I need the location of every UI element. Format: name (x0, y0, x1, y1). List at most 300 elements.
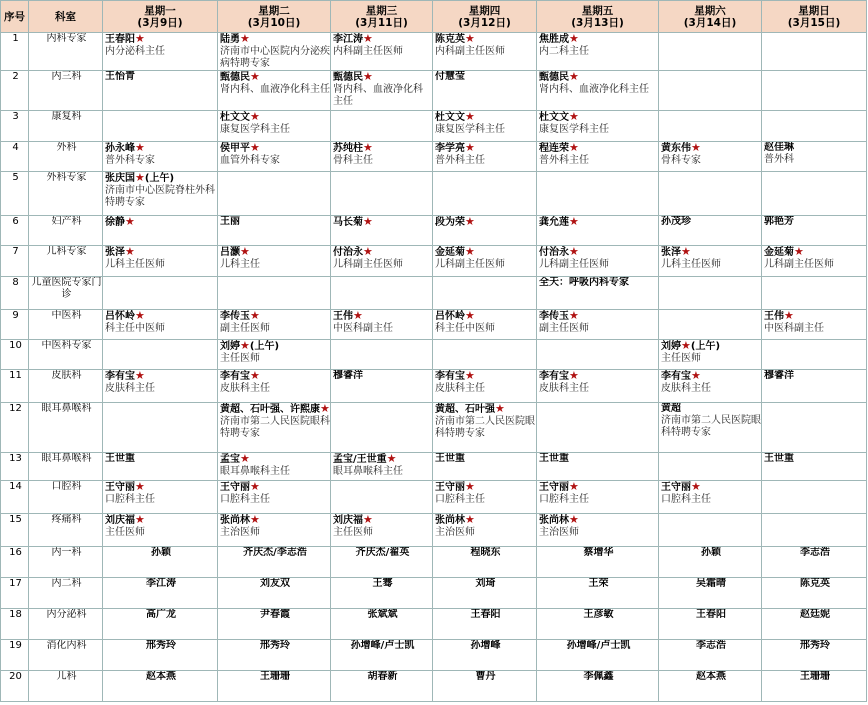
schedule-cell (659, 370, 762, 403)
doctor-title: 眼耳鼻喉科主任 (333, 466, 403, 477)
doctor-name: 王世重 (539, 453, 569, 464)
schedule-cell (762, 33, 867, 71)
doctor-line (220, 514, 330, 527)
doctor-line (435, 33, 536, 46)
doctor-name: 王守丽 (435, 482, 465, 493)
doctor-name: 苏纯柱 (333, 143, 363, 154)
doctor-title: 主治医师 (220, 527, 260, 538)
schedule-cell (433, 514, 537, 547)
schedule-cell (762, 340, 867, 370)
session-note: (上午) (690, 341, 721, 352)
schedule-cell (659, 403, 762, 453)
doctor-name: 孟宝 (220, 454, 240, 465)
doctor-title: 肾内科、血液净化科主任 (220, 84, 330, 95)
doctor-line (105, 453, 217, 465)
col-header-day (331, 1, 433, 33)
doctor-name: 甄德民 (539, 72, 569, 83)
doctor-title: 口腔科主任 (539, 494, 589, 505)
department-cell: 内二科 (29, 578, 103, 609)
doctor-name: 蔡增华 (537, 547, 659, 578)
doctor-line (661, 403, 761, 415)
schedule-cell (659, 71, 762, 111)
schedule-cell (537, 33, 659, 71)
day-date: (3月9日) (137, 16, 183, 29)
doctor-name: 王怡青 (105, 71, 135, 82)
doctor-name: 穆睿洋 (764, 370, 794, 381)
doctor-name: 龚允莲 (539, 217, 569, 228)
schedule-cell (537, 403, 659, 453)
doctor-name: 王世重 (105, 453, 135, 464)
star-icon: ★ (250, 480, 260, 493)
doctor-name: 吕怀岭 (435, 311, 465, 322)
col-header-day (537, 1, 659, 33)
doctor-line (764, 142, 866, 154)
doctor-name: 赵佳琳 (764, 142, 794, 153)
doctor-name: 孙增峰 (433, 640, 537, 671)
schedule-cell (537, 71, 659, 111)
row-number: 1 (1, 33, 29, 71)
doctor-name: 曹丹 (433, 671, 537, 702)
schedule-cell (433, 142, 537, 172)
doctor-name: 黄超、石叶强、许熙康 (220, 404, 320, 415)
schedule-cell (659, 246, 762, 277)
row-number: 3 (1, 111, 29, 142)
doctor-name: 孙永峰 (105, 143, 135, 154)
schedule-cell (762, 514, 867, 547)
doctor-name: 王丽 (220, 216, 240, 227)
department-cell: 儿科 (29, 671, 103, 702)
doctor-title: 皮肤科主任 (539, 383, 589, 394)
doctor-line (105, 310, 217, 323)
doctor-line (539, 216, 658, 229)
doctor-name: 陆勇 (220, 34, 240, 45)
row-number: 4 (1, 142, 29, 172)
doctor-line (764, 246, 866, 259)
doctor-line (435, 514, 536, 527)
schedule-cell (762, 310, 867, 340)
doctor-line (661, 142, 761, 155)
doctor-name: 王伟 (333, 311, 353, 322)
doctor-title: 普外科主任 (435, 155, 485, 166)
doctor-line (333, 33, 432, 46)
star-icon: ★ (363, 245, 373, 258)
star-icon: ★ (465, 309, 475, 322)
star-icon: ★ (135, 141, 145, 154)
doctor-name: 张尚林 (435, 515, 465, 526)
doctor-name: 付治永 (539, 247, 569, 258)
table-row (1, 172, 867, 216)
star-icon: ★ (125, 215, 135, 228)
star-icon: ★ (135, 32, 145, 45)
doctor-name: 陈克英 (762, 578, 867, 609)
doctor-title: 中医科副主任 (764, 323, 824, 334)
doctor-title: 儿科副主任医师 (539, 259, 609, 270)
doctor-line (435, 310, 536, 323)
schedule-cell (659, 453, 762, 481)
doctor-name: 李有宝 (435, 371, 465, 382)
doctor-name: 赵廷妮 (762, 609, 867, 640)
schedule-cell (433, 277, 537, 310)
table-row (1, 71, 867, 111)
schedule-cell (103, 453, 218, 481)
doctor-line (220, 453, 330, 466)
doctor-name: 王彦敏 (537, 609, 659, 640)
star-icon: ★ (465, 141, 475, 154)
table-row (1, 277, 867, 310)
star-icon: ★ (465, 480, 475, 493)
schedule-cell (218, 277, 331, 310)
doctor-name: 李有宝 (220, 371, 250, 382)
schedule-cell (331, 33, 433, 71)
doctor-name: 王珊珊 (762, 671, 867, 702)
doctor-title: 口腔科主任 (661, 494, 711, 505)
doctor-line (220, 340, 330, 353)
doctor-line (333, 514, 432, 527)
doctor-line (539, 370, 658, 383)
day-date: (3月13日) (571, 16, 624, 29)
schedule-cell (659, 142, 762, 172)
star-icon: ★ (250, 141, 260, 154)
doctor-name: 齐庆杰/李志浩 (218, 547, 331, 578)
doctor-name: 孙增峰/卢士凯 (537, 640, 659, 671)
doctor-name: 焦胜成 (539, 34, 569, 45)
doctor-title: 普外科 (764, 154, 794, 165)
star-icon: ★ (569, 141, 579, 154)
star-icon: ★ (250, 309, 260, 322)
doctor-name: 王守丽 (661, 482, 691, 493)
doctor-title: 内二科主任 (539, 46, 589, 57)
star-icon: ★ (135, 480, 145, 493)
doctor-name: 孙增峰/卢士凯 (331, 640, 433, 671)
doctor-name: 吕怀岭 (105, 311, 135, 322)
star-icon: ★ (240, 32, 250, 45)
doctor-title: 肾内科、血液净化科主任 (539, 84, 649, 95)
schedule-cell (331, 246, 433, 277)
schedule-cell (103, 33, 218, 71)
schedule-cell (659, 340, 762, 370)
star-icon: ★ (250, 369, 260, 382)
department-cell: 外科专家 (29, 172, 103, 216)
doctor-line (105, 33, 217, 46)
doctor-line (333, 142, 432, 155)
star-icon: ★ (465, 32, 475, 45)
row-number: 12 (1, 403, 29, 453)
doctor-line (435, 216, 536, 229)
doctor-name: 金延菊 (764, 247, 794, 258)
star-icon: ★ (363, 141, 373, 154)
doctor-line (539, 142, 658, 155)
doctor-title: 主任医师 (105, 527, 145, 538)
doctor-line (105, 246, 217, 259)
doctor-title: 科主任中医师 (435, 323, 495, 334)
schedule-cell (762, 216, 867, 246)
doctor-line (220, 370, 330, 383)
doctor-name: 赵本燕 (103, 671, 218, 702)
row-number: 6 (1, 216, 29, 246)
doctor-line (539, 246, 658, 259)
schedule-cell (218, 172, 331, 216)
row-number: 11 (1, 370, 29, 403)
star-icon: ★ (569, 32, 579, 45)
star-icon: ★ (569, 110, 579, 123)
table-row (1, 609, 867, 640)
doctor-name: 杜文文 (435, 112, 465, 123)
schedule-cell (331, 111, 433, 142)
doctor-line (764, 370, 866, 382)
table-row (1, 640, 867, 671)
department-cell: 眼耳鼻喉科 (29, 453, 103, 481)
schedule-cell (331, 216, 433, 246)
doctor-name: 王守丽 (539, 482, 569, 493)
doctor-name: 孙颖 (659, 547, 762, 578)
schedule-cell (218, 71, 331, 111)
schedule-cell (537, 142, 659, 172)
doctor-title: 济南市第二人民医院眼科特聘专家 (435, 416, 535, 439)
col-header-day (218, 1, 331, 33)
schedule-cell (433, 481, 537, 514)
doctor-name: 程连荣 (539, 143, 569, 154)
star-icon: ★ (691, 141, 701, 154)
doctor-line (661, 246, 761, 259)
doctor-line (435, 246, 536, 259)
doctor-line (661, 370, 761, 383)
doctor-name: 王世重 (435, 453, 465, 464)
doctor-name: 李有宝 (661, 371, 691, 382)
schedule-cell (433, 71, 537, 111)
schedule-cell (433, 453, 537, 481)
doctor-name: 刘琦 (433, 578, 537, 609)
schedule-cell (537, 340, 659, 370)
star-icon: ★ (681, 245, 691, 258)
schedule-cell (103, 111, 218, 142)
day-date: (3月11日) (355, 16, 408, 29)
header-row (1, 1, 867, 33)
schedule-cell (331, 340, 433, 370)
doctor-line (435, 453, 536, 465)
day-name: 星期日 (798, 4, 830, 17)
star-icon: ★ (794, 245, 804, 258)
doctor-name: 张尚林 (539, 515, 569, 526)
schedule-cell (659, 172, 762, 216)
star-icon: ★ (240, 339, 250, 352)
col-header-day (103, 1, 218, 33)
doctor-title: 眼耳鼻喉科主任 (220, 466, 290, 477)
schedule-cell (659, 216, 762, 246)
star-icon: ★ (320, 402, 330, 415)
schedule-cell (331, 481, 433, 514)
doctor-line (539, 33, 658, 46)
day-date: (3月10日) (247, 16, 301, 29)
table-row (1, 216, 867, 246)
star-icon: ★ (495, 402, 505, 415)
table-row (1, 453, 867, 481)
doctor-name: 付慧莹 (435, 71, 465, 82)
schedule-cell (103, 71, 218, 111)
schedule-cell (659, 33, 762, 71)
doctor-name: 甄德民 (220, 72, 250, 83)
doctor-name: 黄东伟 (661, 143, 691, 154)
star-icon: ★ (135, 513, 145, 526)
schedule-cell (762, 370, 867, 403)
schedule-cell (218, 340, 331, 370)
col-header-day (659, 1, 762, 33)
star-icon: ★ (135, 369, 145, 382)
schedule-cell (218, 370, 331, 403)
doctor-line (105, 481, 217, 494)
doctor-title: 皮肤科主任 (661, 383, 711, 394)
doctor-name: 高广龙 (103, 609, 218, 640)
col-header-dept: 科室 (29, 1, 103, 33)
doctor-name: 侯甲平 (220, 143, 250, 154)
schedule-cell (433, 33, 537, 71)
doctor-name: 黄超、石叶强 (435, 404, 495, 415)
department-cell: 内三科 (29, 71, 103, 111)
col-header-num: 序号 (1, 1, 29, 33)
row-number: 18 (1, 609, 29, 640)
doctor-line (333, 246, 432, 259)
doctor-title: 济南市中心医院脊柱外科特聘专家 (105, 185, 215, 208)
day-name: 星期二 (258, 4, 290, 17)
schedule-cell (659, 277, 762, 310)
doctor-line (539, 514, 658, 527)
doctor-title: 内科副主任医师 (333, 46, 403, 57)
schedule-cell (331, 310, 433, 340)
doctor-title: 主任医师 (220, 353, 260, 364)
star-icon: ★ (250, 70, 260, 83)
doctor-line (220, 403, 330, 416)
schedule-cell (103, 216, 218, 246)
schedule-cell (218, 403, 331, 453)
doctor-title: 儿科副主任医师 (333, 259, 403, 270)
department-cell: 内分泌科 (29, 609, 103, 640)
doctor-title: 济南市第二人民医院眼科特聘专家 (220, 416, 330, 439)
doctor-line (105, 71, 217, 83)
star-icon: ★ (465, 369, 475, 382)
schedule-cell (762, 277, 867, 310)
doctor-line (105, 370, 217, 383)
doctor-name: 李江涛 (103, 578, 218, 609)
doctor-name: 李志浩 (659, 640, 762, 671)
star-icon: ★ (363, 32, 373, 45)
schedule-cell (103, 246, 218, 277)
department-cell: 疼痛科 (29, 514, 103, 547)
doctor-title: 口腔科主任 (105, 494, 155, 505)
doctor-name: 张泽 (105, 247, 125, 258)
table-row (1, 403, 867, 453)
schedule-cell (659, 310, 762, 340)
doctor-line (539, 71, 658, 84)
doctor-title: 济南市第二人民医院眼科特聘专家 (661, 415, 761, 438)
doctor-name: 王守丽 (105, 482, 135, 493)
doctor-line (764, 310, 866, 323)
department-cell: 消化内科 (29, 640, 103, 671)
doctor-title: 普外科主任 (539, 155, 589, 166)
department-cell: 眼耳鼻喉科 (29, 403, 103, 453)
doctor-line (435, 142, 536, 155)
schedule-cell (218, 514, 331, 547)
doctor-name: 王珊珊 (218, 671, 331, 702)
doctor-name: 刘婷 (220, 341, 240, 352)
doctor-name: 吴霜晴 (659, 578, 762, 609)
row-number: 10 (1, 340, 29, 370)
schedule-cell (433, 246, 537, 277)
department-cell: 儿科专家 (29, 246, 103, 277)
schedule-cell (762, 111, 867, 142)
schedule-cell (659, 111, 762, 142)
schedule-cell (433, 370, 537, 403)
star-icon: ★ (465, 513, 475, 526)
schedule-cell (218, 33, 331, 71)
doctor-name: 孟宝/王世重 (333, 454, 387, 465)
star-icon: ★ (135, 171, 145, 184)
doctor-title: 皮肤科主任 (105, 383, 155, 394)
department-cell: 中医科专家 (29, 340, 103, 370)
doctor-name: 杜文文 (220, 112, 250, 123)
doctor-line (435, 370, 536, 383)
doctor-line (333, 310, 432, 323)
schedule-cell (762, 481, 867, 514)
day-date: (3月14日) (683, 16, 737, 29)
doctor-title: 主治医师 (435, 527, 475, 538)
table-row (1, 671, 867, 702)
doctor-line (661, 340, 761, 353)
doctor-name: 李有宝 (539, 371, 569, 382)
table-row (1, 310, 867, 340)
doctor-name: 齐庆杰/翟英 (331, 547, 433, 578)
doctor-name: 尹春霞 (218, 609, 331, 640)
col-header-day (433, 1, 537, 33)
table-row (1, 481, 867, 514)
doctor-title: 儿科副主任医师 (764, 259, 834, 270)
star-icon: ★ (465, 110, 475, 123)
doctor-line (333, 370, 432, 382)
star-icon: ★ (240, 245, 250, 258)
doctor-name: 刘庆福 (333, 515, 363, 526)
doctor-line (220, 111, 330, 124)
doctor-name: 杜文文 (539, 112, 569, 123)
row-number: 16 (1, 547, 29, 578)
doctor-title: 骨科专家 (661, 155, 701, 166)
doctor-line (333, 216, 432, 229)
doctor-title: 口腔科主任 (220, 494, 270, 505)
doctor-name: 王荣 (537, 578, 659, 609)
star-icon: ★ (569, 245, 579, 258)
schedule-cell (762, 246, 867, 277)
day-name: 星期四 (468, 4, 501, 17)
schedule-cell (103, 172, 218, 216)
doctor-line (333, 453, 432, 466)
schedule-cell (433, 340, 537, 370)
doctor-line (220, 481, 330, 494)
table-row (1, 578, 867, 609)
doctor-title: 康复医学科主任 (220, 124, 290, 135)
doctor-title: 主任医师 (661, 353, 701, 364)
schedule-cell (433, 216, 537, 246)
star-icon: ★ (569, 369, 579, 382)
star-icon: ★ (125, 245, 135, 258)
schedule-cell (762, 453, 867, 481)
department-cell: 康复科 (29, 111, 103, 142)
doctor-title: 主任医师 (333, 527, 373, 538)
doctor-line (220, 310, 330, 323)
row-number: 15 (1, 514, 29, 547)
doctor-title: 内分泌科主任 (105, 46, 165, 57)
row-number: 8 (1, 277, 29, 310)
doctor-name: 邢秀玲 (218, 640, 331, 671)
doctor-title: 儿科主任 (220, 259, 260, 270)
doctor-title: 骨科主任 (333, 155, 373, 166)
table-row (1, 111, 867, 142)
